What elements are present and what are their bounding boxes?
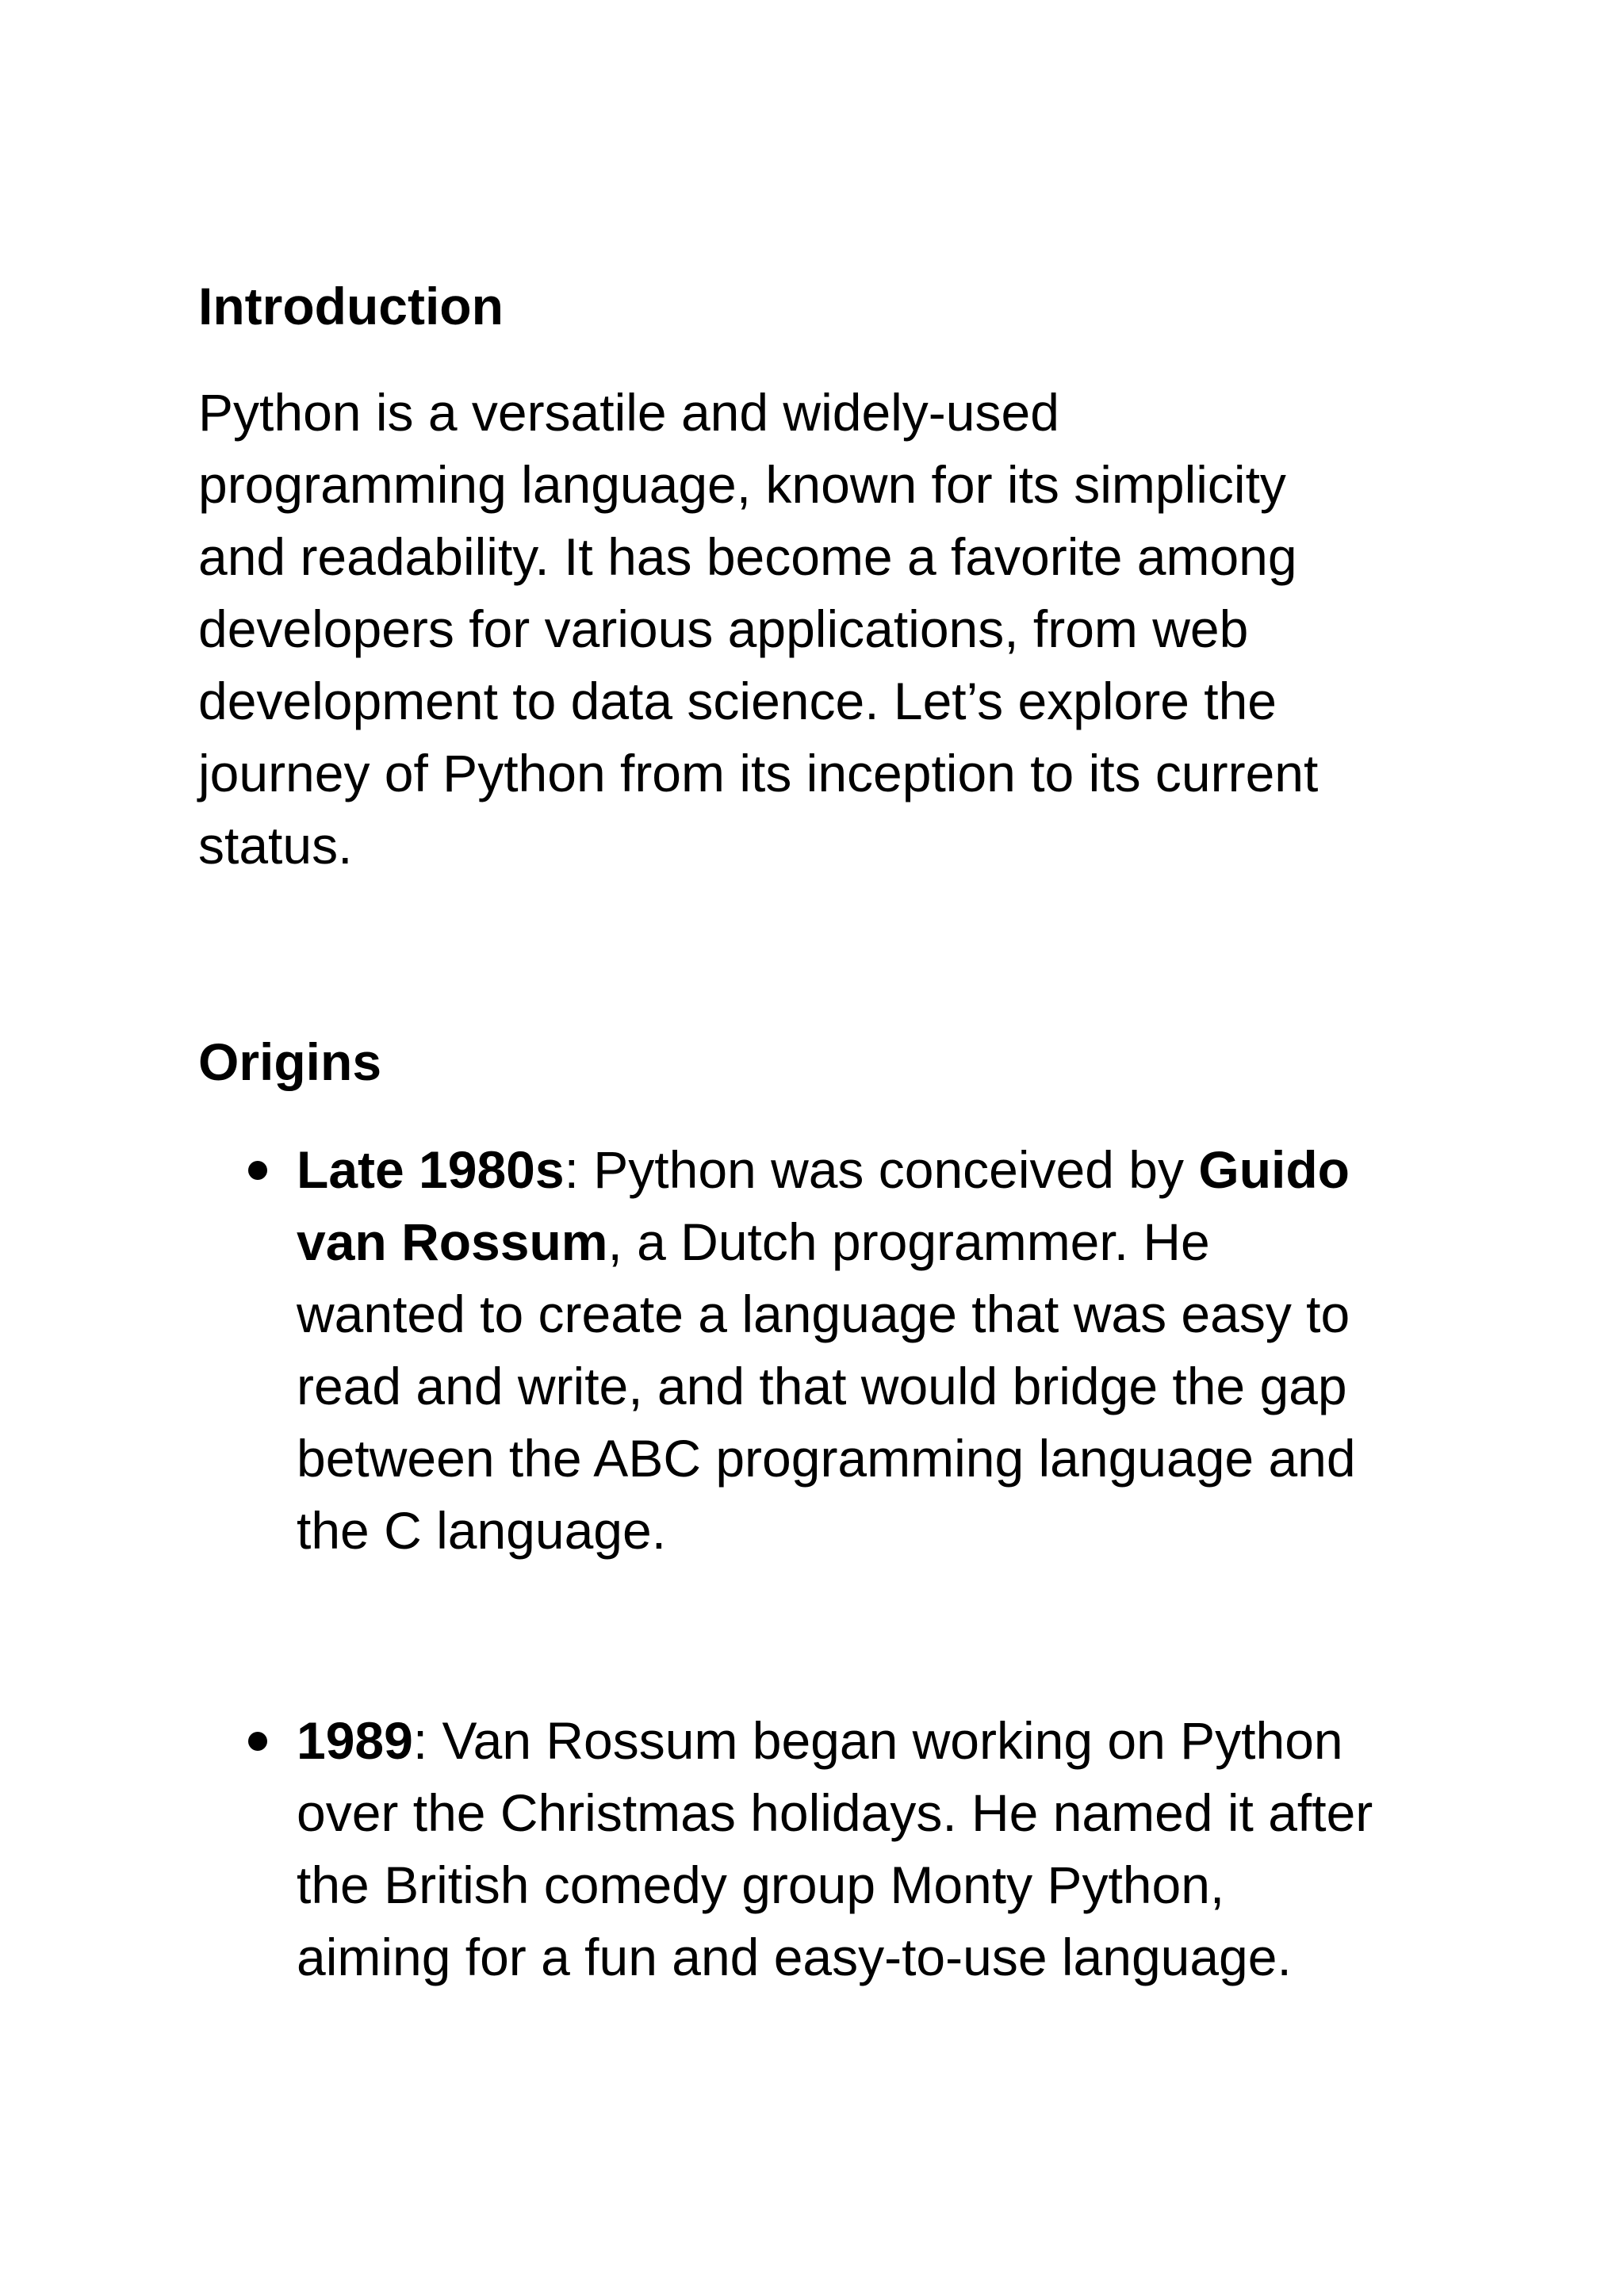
list-item-line: the C language. xyxy=(297,1501,667,1560)
list-item-line: aiming for a fun and easy-to-use language. xyxy=(297,1928,1292,1986)
date-label: Late 1980s xyxy=(297,1140,565,1199)
list-item-text-run: : Python was conceived by xyxy=(564,1140,1199,1199)
origins-heading: Origins xyxy=(198,1032,382,1091)
introduction-line: development to data science. Let’s explore the xyxy=(198,672,1277,730)
list-item-line: between the ABC programming language and xyxy=(297,1429,1356,1488)
list-item-text xyxy=(297,1705,1486,1993)
introduction-line: status. xyxy=(198,816,353,875)
introduction-line: and readability. It has become a favorite among xyxy=(198,527,1297,586)
introduction-line: programming language, known for its simplicity xyxy=(198,455,1286,514)
introduction-line: Python is a versatile and widely-used xyxy=(198,383,1059,442)
list-item-line: read and write, and that would bridge the gap xyxy=(297,1357,1347,1415)
person-name: van Rossum xyxy=(297,1212,608,1271)
introduction-paragraph xyxy=(198,377,1435,882)
list-item-line xyxy=(297,1705,1486,1777)
list-item-line xyxy=(297,1134,1486,1206)
bullet-icon xyxy=(248,1161,267,1180)
list-item-text-run: , a Dutch programmer. He xyxy=(607,1212,1210,1271)
list-item-text xyxy=(297,1134,1486,1567)
person-name: Guido xyxy=(1198,1140,1350,1199)
introduction-line: developers for various applications, from web xyxy=(198,599,1249,658)
bullet-icon xyxy=(248,1732,267,1751)
list-item-line: over the Christmas holidays. He named it after xyxy=(297,1783,1373,1842)
date-label: 1989 xyxy=(297,1711,413,1770)
list-item-line: the British comedy group Monty Python, xyxy=(297,1855,1225,1914)
list-item-text-run: : Van Rossum began working on Python xyxy=(412,1711,1343,1770)
list-item-line xyxy=(297,1206,1486,1278)
introduction-line: journey of Python from its inception to its current xyxy=(198,744,1319,802)
list-item-line: wanted to create a language that was easy to xyxy=(297,1285,1350,1343)
introduction-heading: Introduction xyxy=(198,277,504,335)
